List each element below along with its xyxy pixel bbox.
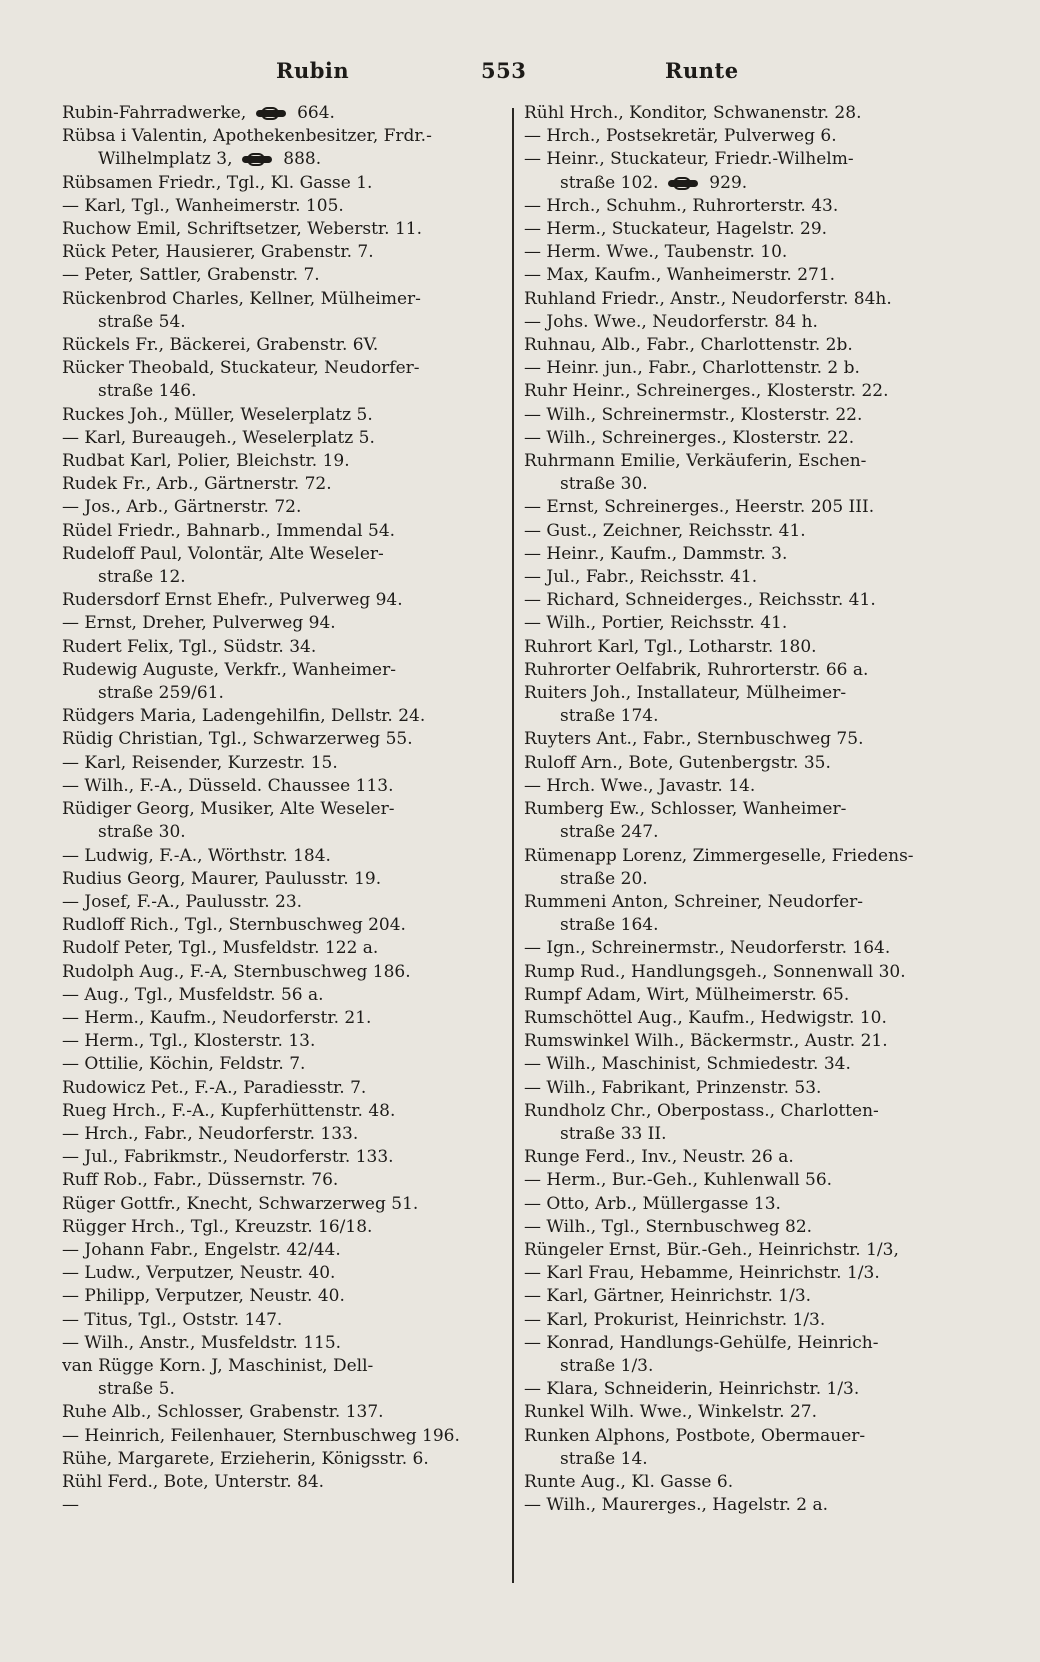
entry-text: Rüdig Christian, Tgl., Schwarzerweg 55.	[62, 729, 413, 750]
directory-line	[524, 125, 984, 148]
directory-line	[524, 1053, 984, 1076]
directory-line	[62, 1448, 502, 1471]
directory-line	[524, 172, 984, 195]
directory-line	[524, 1471, 984, 1494]
entry-text: — Ottilie, Köchin, Feldstr. 7.	[62, 1054, 306, 1075]
entry-text: straße 1/3.	[560, 1355, 654, 1376]
entry-text: Rumberg Ew., Schlosser, Wanheimer-	[524, 799, 847, 820]
directory-line	[62, 380, 502, 403]
entry-text: — Hrch. Wwe., Javastr. 14.	[524, 775, 756, 796]
directory-line	[524, 195, 984, 218]
directory-line	[62, 1123, 502, 1146]
directory-line	[62, 241, 502, 264]
entry-text: — Karl, Bureaugeh., Weselerplatz 5.	[62, 427, 375, 448]
entry-text: — Jul., Fabr., Reichsstr. 41.	[524, 567, 758, 588]
directory-line	[62, 705, 502, 728]
directory-line	[62, 775, 502, 798]
directory-line	[524, 1285, 984, 1308]
directory-line	[62, 427, 502, 450]
entry-text: Ruhland Friedr., Anstr., Neudorferstr. 84h.	[524, 288, 892, 309]
entry-text: — Richard, Schneiderges., Reichsstr. 41.	[524, 590, 876, 611]
entry-text: — Heinrich, Feilenhauer, Sternbuschweg 196.	[62, 1425, 460, 1446]
entry-text: Rummeni Anton, Schreiner, Neudorfer-	[524, 891, 864, 912]
directory-line	[524, 1401, 984, 1424]
entry-text: — Herm., Bur.-Geh., Kuhlenwall 56.	[524, 1170, 833, 1191]
entry-text: — Jul., Fabrikmstr., Neudorferstr. 133.	[62, 1147, 394, 1168]
entry-text: Runkel Wilh. Wwe., Winkelstr. 27.	[524, 1402, 818, 1423]
directory-line	[524, 218, 984, 241]
directory-line	[62, 218, 502, 241]
directory-line	[62, 566, 502, 589]
entry-text: — Konrad, Handlungs-Gehülfe, Heinrich-	[524, 1332, 879, 1353]
entry-text: — Heinr., Kaufm., Dammstr. 3.	[524, 543, 788, 564]
directory-line	[524, 1332, 984, 1355]
directory-line	[62, 195, 502, 218]
entry-text: — Hrch., Schuhm., Ruhrorterstr. 43.	[524, 195, 839, 216]
directory-line	[524, 380, 984, 403]
directory-line	[62, 125, 502, 148]
directory-line	[62, 1494, 502, 1517]
entry-text: — Herm., Kaufm., Neudorferstr. 21.	[62, 1007, 372, 1028]
entry-text: — Klara, Schneiderin, Heinrichstr. 1/3.	[524, 1379, 860, 1400]
telephone-icon	[242, 154, 272, 165]
entry-text: straße 5.	[98, 1379, 175, 1400]
directory-line	[62, 984, 502, 1007]
entry-text: straße 54.	[98, 311, 186, 332]
entry-text: — Karl Frau, Hebamme, Heinrichstr. 1/3.	[524, 1263, 880, 1284]
directory-line	[62, 264, 502, 287]
directory-line	[62, 496, 502, 519]
entry-text: Runte Aug., Kl. Gasse 6.	[524, 1471, 734, 1492]
directory-line	[524, 1146, 984, 1169]
entry-text: Rübsamen Friedr., Tgl., Kl. Gasse 1.	[62, 172, 373, 193]
entry-text: straße 164.	[560, 915, 659, 936]
directory-line	[524, 1494, 984, 1517]
entry-text: Rückels Fr., Bäckerei, Grabenstr. 6V.	[62, 335, 379, 356]
directory-line	[62, 1030, 502, 1053]
entry-text: — Josef, F.-A., Paulusstr. 23.	[62, 891, 303, 912]
directory-line	[524, 868, 984, 891]
telephone-number: 888.	[277, 149, 322, 170]
entry-text: straße 30.	[98, 822, 186, 843]
directory-line	[524, 1123, 984, 1146]
directory-line	[524, 427, 984, 450]
entry-text: — Ign., Schreinermstr., Neudorferstr. 164.	[524, 938, 891, 959]
directory-line	[524, 496, 984, 519]
entry-text: — Wilh., Schreinerges., Klosterstr. 22.	[524, 427, 855, 448]
directory-line	[62, 1285, 502, 1308]
column-divider	[512, 108, 514, 1583]
directory-line	[62, 1262, 502, 1285]
directory-line	[62, 937, 502, 960]
entry-text: Runge Ferd., Inv., Neustr. 26 a.	[524, 1147, 794, 1168]
directory-line	[62, 752, 502, 775]
entry-text: Rudert Felix, Tgl., Südstr. 34.	[62, 636, 317, 657]
directory-line	[524, 636, 984, 659]
directory-line	[524, 961, 984, 984]
entry-text: Rudewig Auguste, Verkfr., Wanheimer-	[62, 659, 396, 680]
entry-text: — Wilh., F.-A., Düsseld. Chaussee 113.	[62, 775, 394, 796]
entry-text: — Johs. Wwe., Neudorferstr. 84 h.	[524, 311, 818, 332]
directory-line	[524, 1007, 984, 1030]
directory-line	[524, 404, 984, 427]
entry-text: — Karl, Prokurist, Heinrichstr. 1/3.	[524, 1309, 826, 1330]
entry-text: Rüngeler Ernst, Bür.-Geh., Heinrichstr. 1/3,	[524, 1239, 899, 1260]
entry-text: — Herm., Tgl., Klosterstr. 13.	[62, 1031, 316, 1052]
directory-line	[62, 1193, 502, 1216]
entry-text: van Rügge Korn. J, Maschinist, Dell-	[62, 1355, 374, 1376]
directory-line	[524, 937, 984, 960]
entry-text: Ruiters Joh., Installateur, Mülheimer-	[524, 683, 847, 704]
directory-line	[524, 264, 984, 287]
entry-text: — Ernst, Schreinerges., Heerstr. 205 III.	[524, 497, 875, 518]
entry-text: Runken Alphons, Postbote, Obermauer-	[524, 1425, 866, 1446]
directory-line	[524, 543, 984, 566]
directory-line	[62, 1146, 502, 1169]
directory-line	[62, 1053, 502, 1076]
directory-line	[524, 775, 984, 798]
entry-text: Rump Rud., Handlungsgeh., Sonnenwall 30.	[524, 961, 906, 982]
directory-line	[62, 1355, 502, 1378]
telephone-number: 664.	[291, 103, 335, 123]
directory-line	[62, 473, 502, 496]
directory-line	[62, 311, 502, 334]
entry-text: — Otto, Arb., Müllergasse 13.	[524, 1193, 781, 1214]
entry-text: — Hrch., Postsekretär, Pulverweg 6.	[524, 126, 837, 147]
entry-text: — Karl, Reisender, Kurzestr. 15.	[62, 752, 338, 773]
entry-text: Rudowicz Pet., F.-A., Paradiesstr. 7.	[62, 1077, 367, 1098]
directory-line	[524, 566, 984, 589]
page-number: 553	[481, 58, 527, 83]
entry-text: — Philipp, Verputzer, Neustr. 40.	[62, 1286, 345, 1307]
directory-line	[524, 914, 984, 937]
directory-line	[524, 1378, 984, 1401]
directory-line	[524, 148, 984, 171]
directory-line	[524, 752, 984, 775]
entry-text: Rühe, Margarete, Erzieherin, Königsstr. 6.	[62, 1448, 429, 1469]
directory-line	[62, 1401, 502, 1424]
entry-text: Rumpf Adam, Wirt, Mülheimerstr. 65.	[524, 984, 850, 1005]
entry-text: Ruyters Ant., Fabr., Sternbuschweg 75.	[524, 729, 864, 750]
entry-text: straße 12.	[98, 567, 186, 588]
directory-line	[524, 1077, 984, 1100]
entry-text: — Johann Fabr., Engelstr. 42/44.	[62, 1239, 341, 1260]
entry-text: straße 14.	[560, 1448, 648, 1469]
header-last-entry: Runte	[665, 58, 739, 83]
entry-text: Ruchow Emil, Schriftsetzer, Weberstr. 11.	[62, 219, 422, 240]
entry-text: straße 20.	[560, 868, 648, 889]
entry-text: — Herm. Wwe., Taubenstr. 10.	[524, 242, 788, 263]
directory-line	[62, 845, 502, 868]
entry-text: — Hrch., Fabr., Neudorferstr. 133.	[62, 1123, 359, 1144]
directory-line	[524, 682, 984, 705]
entry-text: straße 30.	[560, 474, 648, 495]
directory-line	[62, 891, 502, 914]
directory-line	[524, 845, 984, 868]
entry-text: Rühl Ferd., Bote, Unterstr. 84.	[62, 1471, 325, 1492]
directory-line	[62, 102, 502, 125]
entry-text: Ruhrorter Oelfabrik, Ruhrorterstr. 66 a.	[524, 659, 869, 680]
telephone-icon	[256, 108, 286, 119]
entry-text: straße 33 II.	[560, 1123, 667, 1144]
entry-text: Rüger Gottfr., Knecht, Schwarzerweg 51.	[62, 1193, 419, 1214]
entry-text: — Wilh., Schreinermstr., Klosterstr. 22.	[524, 404, 863, 425]
directory-line	[62, 1239, 502, 1262]
entry-text: — Ludwig, F.-A., Wörthstr. 184.	[62, 845, 331, 866]
directory-line	[524, 798, 984, 821]
directory-line	[62, 914, 502, 937]
directory-line	[62, 798, 502, 821]
entry-text: Ruhnau, Alb., Fabr., Charlottenstr. 2b.	[524, 335, 853, 356]
directory-line	[524, 1030, 984, 1053]
entry-text: — Aug., Tgl., Musfeldstr. 56 a.	[62, 984, 324, 1005]
directory-line	[524, 1425, 984, 1448]
entry-text: Rundholz Chr., Oberpostass., Charlotten-	[524, 1100, 879, 1121]
directory-line	[62, 636, 502, 659]
directory-line	[524, 589, 984, 612]
directory-line	[62, 148, 502, 171]
entry-text: Rudolf Peter, Tgl., Musfeldstr. 122 a.	[62, 938, 379, 959]
directory-line	[62, 868, 502, 891]
directory-line	[62, 659, 502, 682]
directory-line	[62, 589, 502, 612]
entry-text: — Ludw., Verputzer, Neustr. 40.	[62, 1263, 336, 1284]
directory-line	[524, 1239, 984, 1262]
entry-text: Rudeloff Paul, Volontär, Alte Weseler-	[62, 543, 384, 564]
entry-text: —	[62, 1495, 79, 1516]
entry-text: — Karl, Tgl., Wanheimerstr. 105.	[62, 195, 344, 216]
entry-text: Rudek Fr., Arb., Gärtnerstr. 72.	[62, 474, 332, 495]
directory-line	[62, 1378, 502, 1401]
entry-text: — Gust., Zeichner, Reichsstr. 41.	[524, 520, 806, 541]
entry-text: Rücker Theobald, Stuckateur, Neudorfer-	[62, 358, 420, 379]
entry-text: Rügger Hrch., Tgl., Kreuzstr. 16/18.	[62, 1216, 373, 1237]
directory-line	[524, 1193, 984, 1216]
directory-line	[62, 543, 502, 566]
directory-line	[62, 1077, 502, 1100]
directory-line	[62, 520, 502, 543]
entry-text: straße 146.	[98, 381, 197, 402]
entry-text: Rüdel Friedr., Bahnarb., Immendal 54.	[62, 520, 396, 541]
directory-line	[62, 288, 502, 311]
directory-line	[524, 334, 984, 357]
entry-text: Rumschöttel Aug., Kaufm., Hedwigstr. 10.	[524, 1007, 887, 1028]
directory-line	[62, 821, 502, 844]
entry-text: — Peter, Sattler, Grabenstr. 7.	[62, 265, 320, 286]
entry-text: Rückenbrod Charles, Kellner, Mülheimer-	[62, 288, 421, 309]
directory-line	[524, 891, 984, 914]
entry-text: Rudbat Karl, Polier, Bleichstr. 19.	[62, 451, 350, 472]
entry-text: Ruff Rob., Fabr., Düssernstr. 76.	[62, 1170, 339, 1191]
directory-line	[62, 1471, 502, 1494]
directory-line	[524, 1100, 984, 1123]
directory-line	[524, 1216, 984, 1239]
directory-line	[62, 1007, 502, 1030]
directory-line	[524, 357, 984, 380]
directory-line	[62, 1216, 502, 1239]
entry-text: Rühl Hrch., Konditor, Schwanenstr. 28.	[524, 103, 862, 123]
entry-text: Rudloff Rich., Tgl., Sternbuschweg 204.	[62, 915, 406, 936]
directory-line	[524, 705, 984, 728]
directory-line	[62, 450, 502, 473]
entry-text: Rück Peter, Hausierer, Grabenstr. 7.	[62, 242, 374, 263]
entry-text: Rümenapp Lorenz, Zimmergeselle, Friedens-	[524, 845, 914, 866]
directory-line	[524, 450, 984, 473]
entry-text: Ruhrort Karl, Tgl., Lotharstr. 180.	[524, 636, 817, 657]
directory-line	[524, 1309, 984, 1332]
entry-text: Rudolph Aug., F.-A, Sternbuschweg 186.	[62, 961, 411, 982]
directory-line	[524, 473, 984, 496]
directory-line	[62, 1309, 502, 1332]
directory-line	[62, 682, 502, 705]
entry-text: straße 102.	[560, 172, 664, 193]
entry-text: — Wilh., Maschinist, Schmiedestr. 34.	[524, 1054, 851, 1075]
directory-line	[62, 404, 502, 427]
entry-text: Rudius Georg, Maurer, Paulusstr. 19.	[62, 868, 382, 889]
directory-line	[62, 961, 502, 984]
entry-text: — Wilh., Portier, Reichsstr. 41.	[524, 613, 788, 634]
directory-line	[524, 1262, 984, 1285]
directory-line	[62, 357, 502, 380]
entry-text: straße 174.	[560, 706, 659, 727]
entry-text: straße 259/61.	[98, 683, 224, 704]
entry-text: — Herm., Stuckateur, Hagelstr. 29.	[524, 219, 828, 240]
directory-line	[524, 984, 984, 1007]
entry-text: — Wilh., Maurerges., Hagelstr. 2 a.	[524, 1495, 829, 1516]
entry-text: Ruloff Arn., Bote, Gutenbergstr. 35.	[524, 752, 831, 773]
entry-text: Rüdgers Maria, Ladengehilfin, Dellstr. 24.	[62, 706, 426, 727]
directory-line	[524, 102, 984, 125]
entry-text: Ruckes Joh., Müller, Weselerplatz 5.	[62, 404, 373, 425]
directory-line	[524, 612, 984, 635]
directory-line	[62, 1332, 502, 1355]
directory-line	[524, 288, 984, 311]
directory-line	[524, 1169, 984, 1192]
entry-text: — Heinr. jun., Fabr., Charlottenstr. 2 b.	[524, 358, 860, 379]
entry-text: straße 247.	[560, 822, 659, 843]
directory-line	[524, 241, 984, 264]
telephone-icon	[668, 178, 698, 189]
entry-text: Rumswinkel Wilh., Bäckermstr., Austr. 21.	[524, 1031, 888, 1052]
entry-text: Rüdiger Georg, Musiker, Alte Weseler-	[62, 799, 395, 820]
directory-line	[62, 612, 502, 635]
directory-line	[62, 1100, 502, 1123]
telephone-number: 929.	[703, 172, 748, 193]
directory-line	[524, 311, 984, 334]
entry-text: Rueg Hrch., F.-A., Kupferhüttenstr. 48.	[62, 1100, 396, 1121]
directory-line	[524, 728, 984, 751]
entry-text: Rudersdorf Ernst Ehefr., Pulverweg 94.	[62, 590, 403, 611]
entry-text: — Titus, Tgl., Oststr. 147.	[62, 1309, 283, 1330]
entry-text: — Wilh., Anstr., Musfeldstr. 115.	[62, 1332, 342, 1353]
entry-text: Ruhe Alb., Schlosser, Grabenstr. 137.	[62, 1402, 384, 1423]
running-header	[0, 58, 1040, 88]
left-column	[62, 102, 502, 1517]
directory-line	[62, 172, 502, 195]
entry-text: Rubin-Fahrradwerke,	[62, 103, 252, 123]
directory-line	[62, 334, 502, 357]
entry-text: — Wilh., Fabrikant, Prinzenstr. 53.	[524, 1077, 822, 1098]
right-column	[524, 102, 984, 1517]
entry-text: Wilhelmplatz 3,	[98, 149, 238, 170]
directory-line	[62, 1169, 502, 1192]
directory-line	[62, 728, 502, 751]
entry-text: — Wilh., Tgl., Sternbuschweg 82.	[524, 1216, 813, 1237]
directory-line	[524, 659, 984, 682]
entry-text: — Max, Kaufm., Wanheimerstr. 271.	[524, 265, 836, 286]
entry-text: — Ernst, Dreher, Pulverweg 94.	[62, 613, 336, 634]
directory-line	[524, 821, 984, 844]
directory-line	[524, 1355, 984, 1378]
entry-text: — Jos., Arb., Gärtnerstr. 72.	[62, 497, 302, 518]
entry-text: Ruhrmann Emilie, Verkäuferin, Eschen-	[524, 451, 867, 472]
header-first-entry: Rubin	[276, 58, 350, 83]
directory-line	[524, 1448, 984, 1471]
entry-text: Rübsa i Valentin, Apothekenbesitzer, Frdr.-	[62, 126, 432, 147]
directory-line	[524, 520, 984, 543]
entry-text: — Karl, Gärtner, Heinrichstr. 1/3.	[524, 1286, 812, 1307]
entry-text: — Heinr., Stuckateur, Friedr.-Wilhelm-	[524, 149, 854, 170]
entry-text: Ruhr Heinr., Schreinerges., Klosterstr. 22.	[524, 381, 889, 402]
directory-line	[62, 1425, 502, 1448]
